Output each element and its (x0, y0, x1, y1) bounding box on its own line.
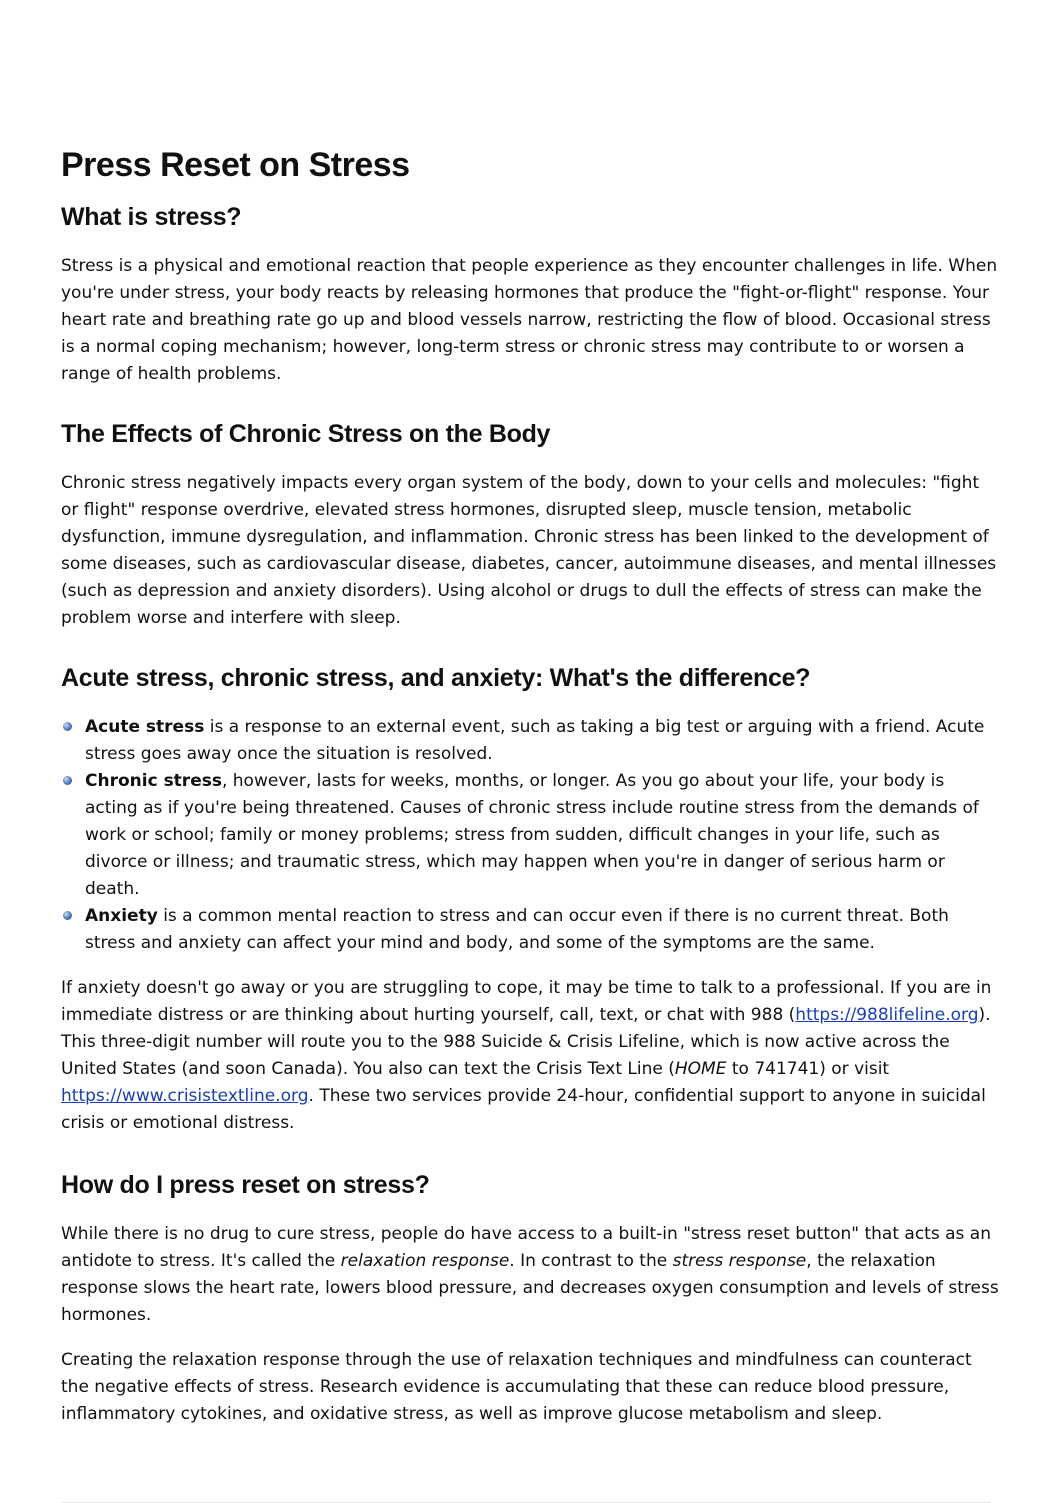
description-acute-stress: is a response to an external event, such as taking a big test or arguing with a friend. Acute stress goes away once the situation is resolved. (85, 717, 985, 764)
relaxation-text-3: , the relaxation response slows the heart rate, lowers blood pressure, and decreases oxygen consumption and levels of stress hormones. (61, 1251, 999, 1325)
bullet-icon (63, 722, 72, 731)
term-stress-response: stress response (672, 1251, 807, 1271)
page-title: Press Reset on Stress (61, 146, 410, 184)
stress-types-list (61, 714, 1001, 957)
list-item-chronic-stress (61, 768, 1001, 903)
list-item-anxiety (61, 903, 1001, 957)
paragraph-relaxation-techniques: Creating the relaxation response through the use of relaxation techniques and mindfulness can counteract the negative effects of stress. Research evidence is accumulating that these can reduce blood pressure, inflammatory cytokines, and oxidative stress, as well as improve glucose metabolism and sleep. (61, 1350, 972, 1424)
link-crisis-text-line[interactable]: https://www.crisistextline.org (61, 1086, 309, 1106)
relaxation-text-1: While there is no drug to cure stress, people do have access to a built-in "stress reset button" that acts as an antidote to stress. It's called the (61, 1224, 991, 1271)
paragraph-what-is-stress: Stress is a physical and emotional reaction that people experience as they encounter challenges in life. When you're under stress, your body reacts by releasing hormones that produce the "fight-or-flight" response. Your heart rate and breathing rate go up and blood vessels narrow, restricting the flow of blood. Occasional stress is a normal coping mechanism; however, long-term stress or chronic stress may contribute to or worsen a range of health problems. (61, 256, 998, 384)
document-page (61, 143, 1001, 1428)
description-anxiety: is a common mental reaction to stress and can occur even if there is no current threat. Both stress and anxiety can affect your mind and body, and some of the symptoms are the same. (85, 906, 949, 953)
crisis-text-3: to 741741) or visit (726, 1059, 890, 1079)
heading-what-is-stress: What is stress? (61, 203, 242, 231)
crisis-text-4: . These two services provide 24-hour, confidential support to anyone in suicidal crisis or emotional distress. (61, 1086, 986, 1133)
paragraph-relaxation-response (61, 1221, 1001, 1329)
term-chronic-stress: Chronic stress (85, 771, 222, 791)
bullet-icon (63, 911, 72, 920)
list-item-acute-stress (61, 714, 1001, 768)
heading-stress-difference: Acute stress, chronic stress, and anxiety: What's the difference? (61, 664, 811, 692)
description-chronic-stress: , however, lasts for weeks, months, or longer. As you go about your life, your body is acting as if you're being threatened. Causes of chronic stress include routine stress from the demands of work or school; family or money problems; stress from sudden, difficult changes in your life, such as divorce or illness; and traumatic stress, which may happen when you're in danger of serious harm or death. (85, 771, 979, 899)
heading-effects-chronic-stress: The Effects of Chronic Stress on the Body (61, 420, 551, 448)
term-relaxation-response: relaxation response (340, 1251, 510, 1271)
text-home-keyword: HOME (674, 1059, 727, 1079)
crisis-text-2: ). This three-digit number will route you to the 988 Suicide & Crisis Lifeline, which is now active across the United States (and soon Canada). You also can text the Crisis Text Line ( (61, 1005, 991, 1079)
crisis-text-1: If anxiety doesn't go away or you are struggling to cope, it may be time to talk to a professional. If you are in immediate distress or are thinking about hurting yourself, call, text, or chat with 988 ( (61, 978, 992, 1025)
bullet-icon (63, 776, 72, 785)
heading-press-reset: How do I press reset on stress? (61, 1171, 430, 1199)
relaxation-text-2: . In contrast to the (509, 1251, 673, 1271)
term-anxiety: Anxiety (85, 906, 158, 926)
paragraph-crisis-help (61, 975, 1001, 1137)
link-988-lifeline[interactable]: https://988lifeline.org (795, 1005, 979, 1025)
paragraph-effects-chronic-stress: Chronic stress negatively impacts every organ system of the body, down to your cells and molecules: "fight or flight" response overdrive, elevated stress hormones, disrupted sleep, muscle tension, metabolic dysfunction, immune dysregulation, and inflammation. Chronic stress has been linked to the development of some diseases, such as cardiovascular disease, diabetes, cancer, autoimmune diseases, and mental illnesses (such as depression and anxiety disorders). Using alcohol or drugs to dull the effects of stress can make the problem worse and interfere with sleep. (61, 473, 997, 628)
term-acute-stress: Acute stress (85, 717, 205, 737)
